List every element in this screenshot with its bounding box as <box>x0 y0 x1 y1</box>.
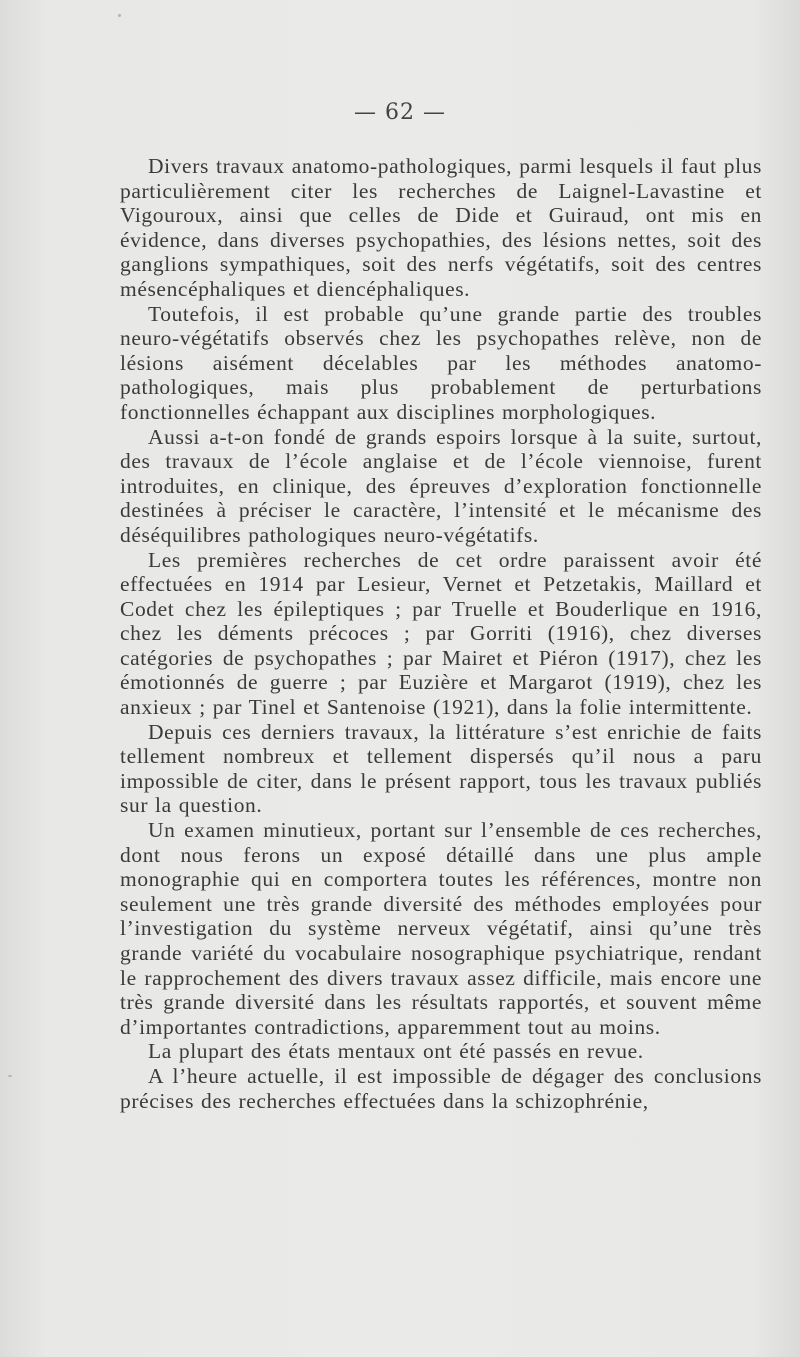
page-number: — 62 — <box>354 100 446 125</box>
paragraph: Aussi a-t-on fondé de grands espoirs lorsque à la suite, surtout, des travaux de l’école anglaise et de l’école viennoise, furent introduites, en clinique, des épreuves d’exploration fonctionnelle destinées à préciser le caractère, l’intensité et le mécanisme des déséquilibres pathologiques neuro-végétatifs. <box>120 424 762 547</box>
paragraph: Les premières recherches de cet ordre paraissent avoir été effectuées en 1914 par Lesieur, Vernet et Petzetakis, Maillard et Codet chez les épileptiques ; par Truelle et Bouderlique en 1916, chez les déments précoces ; par Gorriti (1916), chez diverses catégories de psychopathes ; par Mairet et Piéron (1917), chez les émotionnés de guerre ; par Euzière et Margarot (1919), chez les anxieux ; par Tinel et Santenoise (1921), dans la folie intermittente. <box>120 547 762 720</box>
paper-speck <box>8 1075 12 1077</box>
paragraph: Depuis ces derniers travaux, la littérature s’est enrichie de faits tellement nombreux et tellement dispersés qu’il nous a paru impossible de citer, dans le présent rapport, tous les travaux publiés sur la question. <box>120 719 762 818</box>
paragraph: La plupart des états mentaux ont été passés en revue. <box>148 1039 644 1064</box>
body-text <box>120 154 762 1113</box>
paragraph: A l’heure actuelle, il est impossible de dégager des conclusions précises des recherches effectuées dans la schizophrénie, <box>120 1063 762 1113</box>
paragraph: Toutefois, il est probable qu’une grande partie des troubles neuro-végétatifs observés chez les psychopathes relève, non de lésions aisément décelables par les méthodes anatomo-pathologiques, mais plus probablement de perturbations fonctionnelles échappant aux disciplines morphologiques. <box>120 301 762 424</box>
paper-speck <box>118 14 121 17</box>
paragraph: Divers travaux anatomo-pathologiques, parmi lesquels il faut plus particulièrement citer les recherches de Laignel-Lavastine et Vigouroux, ainsi que celles de Dide et Guiraud, ont mis en évidence, dans diverses psychopathies, des lésions nettes, soit des ganglions sympathiques, soit des nerfs végétatifs, soit des centres mésencéphaliques et diencéphaliques. <box>120 154 762 301</box>
paragraph: Un examen minutieux, portant sur l’ensemble de ces recherches, dont nous ferons un exposé détaillé dans une plus ample monographie qui en comportera toutes les références, montre non seulement une très grande diversité des méthodes employées pour l’investigation du système nerveux végétatif, ainsi qu’une très grande variété du vocabulaire nosographique psychiatrique, rendant le rapprochement des divers travaux assez difficile, mais encore une très grande diversité dans les résultats rapportés, et souvent même d’importantes contradictions, apparemment tout au moins. <box>120 818 762 1039</box>
